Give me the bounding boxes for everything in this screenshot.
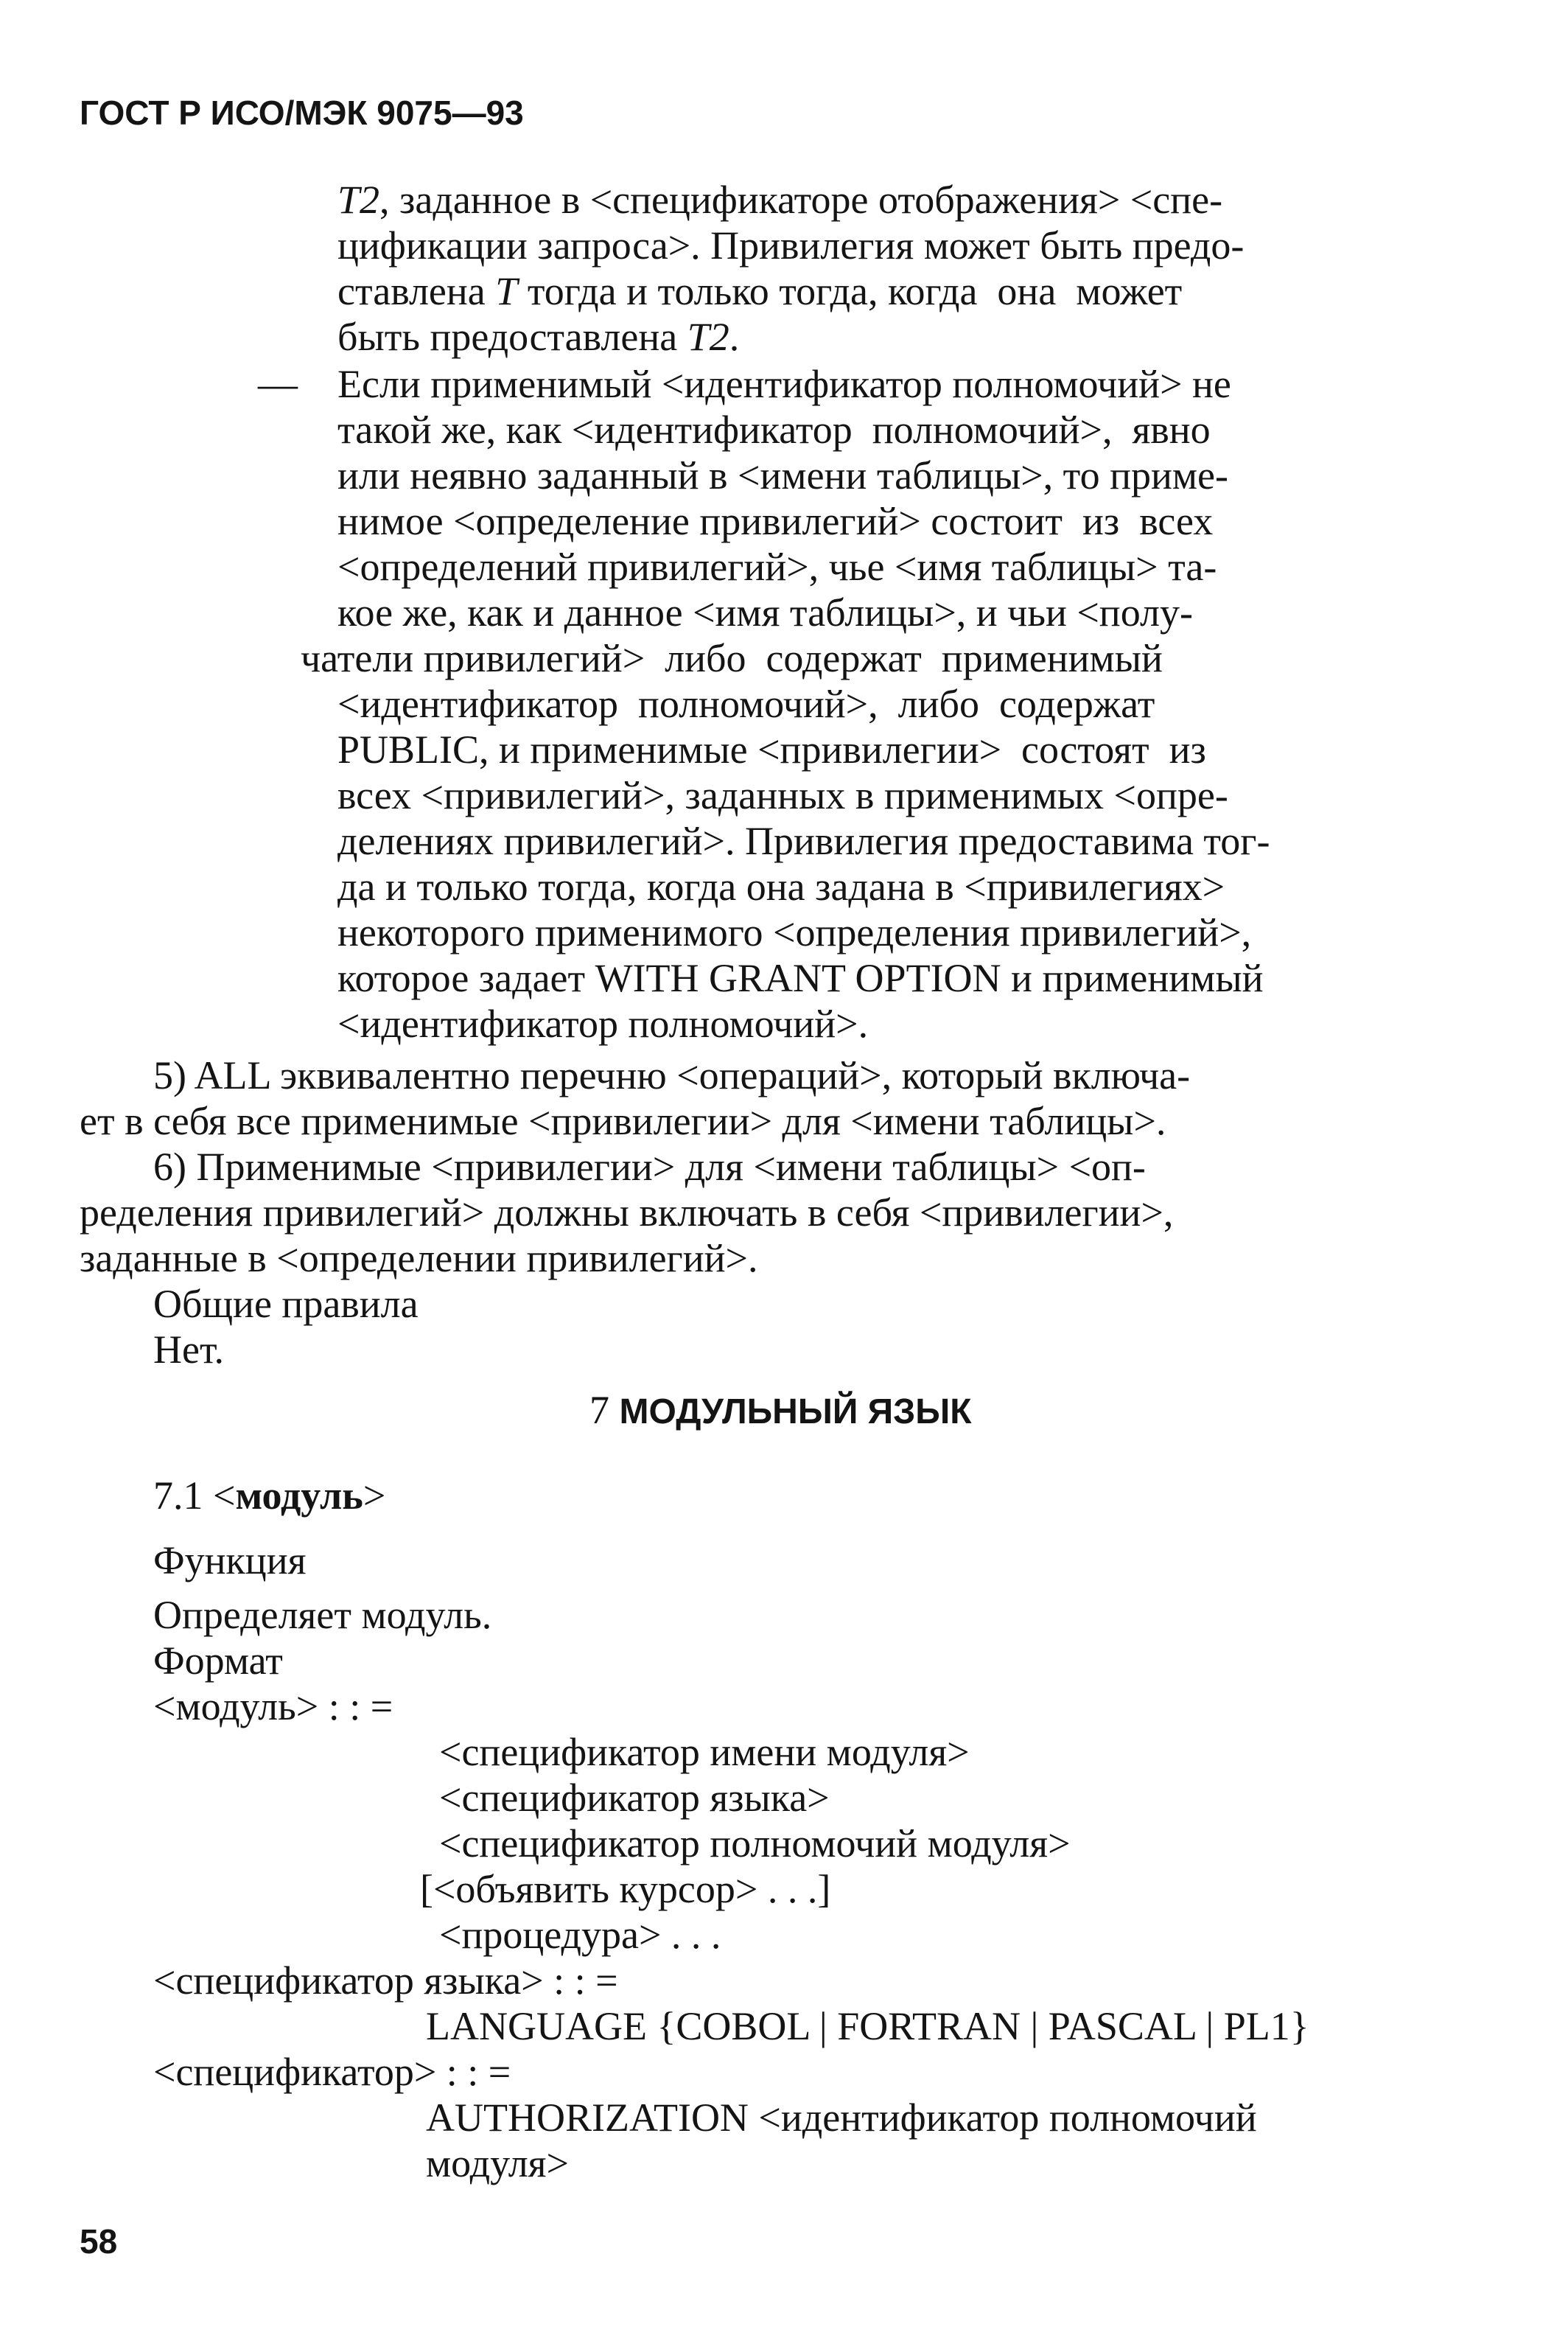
subsection-number: 7.1: [153, 1473, 203, 1518]
subsection-lt: <: [213, 1473, 236, 1518]
text-line: всех <привилегий>, заданных в применимых <опре-: [337, 773, 1228, 817]
section-heading: [589, 1387, 972, 1435]
text-line: ределения привилегий> должны включать в себя <привилегии>,: [80, 1190, 1174, 1235]
text-fragment: быть предоставлена: [337, 315, 687, 359]
text-line: <идентификатор полномочий>.: [337, 1002, 869, 1046]
text-fragment: .: [729, 315, 740, 359]
section-title: МОДУЛЬНЫЙ ЯЗЫК: [619, 1392, 972, 1431]
text-line: Нет.: [153, 1327, 225, 1372]
text-line: нимое <определение привилегий> состоит из всех: [337, 499, 1214, 543]
formula-variable: T: [495, 269, 518, 313]
formula-variable: T2: [687, 315, 729, 359]
list-dash: —: [258, 362, 298, 406]
grammar-line: LANGUAGE {COBOL | FORTRAN | PASCAL | PL1}: [426, 2004, 1309, 2048]
grammar-line: <спецификатор полномочий модуля>: [439, 1821, 1071, 1865]
grammar-line: <модуль> : : =: [153, 1684, 393, 1728]
text-line: ет в себя все применимые <привилегии> для <имени таблицы>.: [80, 1099, 1166, 1143]
grammar-line: <спецификатор имени модуля>: [439, 1730, 970, 1774]
text-line: цификации запроса>. Привилегия может быть предо-: [337, 223, 1245, 268]
text-line: <идентификатор полномочий>, либо содержат: [337, 682, 1155, 726]
document-header: ГОСТ Р ИСО/МЭК 9075—93: [80, 94, 524, 132]
text-line: или неявно заданный в <имени таблицы>, то приме-: [337, 453, 1228, 498]
function-label: Функция: [153, 1538, 307, 1582]
text-line: чатели привилегий> либо содержат применимый: [301, 636, 1163, 680]
text-line: 6) Применимые <привилегии> для <имени таблицы> <оп-: [153, 1145, 1146, 1189]
format-label: Формат: [153, 1638, 283, 1683]
text-line: 5) ALL эквивалентно перечню <операций>, который включа-: [153, 1053, 1191, 1097]
page-number: 58: [80, 2222, 118, 2261]
grammar-line: AUTHORIZATION <идентификатор полномочий: [426, 2095, 1257, 2140]
grammar-line: <процедура> . . .: [439, 1913, 721, 1957]
text-line: делениях привилегий>. Привилегия предоставима тог-: [337, 819, 1270, 863]
subsection-name: модуль: [235, 1473, 363, 1518]
text-line: Если применимый <идентификатор полномочий> не: [337, 362, 1231, 406]
subheading-general-rules: Общие правила: [153, 1282, 419, 1326]
text-line: [337, 177, 1222, 223]
text-fragment: , заданное в <спецификаторе отображения> <спе-: [379, 178, 1223, 222]
text-fragment: ставлена: [337, 269, 496, 313]
subsection-gt: >: [363, 1473, 386, 1518]
text-line: заданные в <определении привилегий>.: [80, 1236, 758, 1280]
section-number: 7: [589, 1388, 609, 1432]
text-line: которое задает WITH GRANT OPTION и применимый: [337, 956, 1264, 1000]
grammar-line: <спецификатор языка>: [439, 1776, 830, 1820]
text-line: некоторого применимого <определения привилегий>,: [337, 910, 1252, 954]
text-line: PUBLIC, и применимые <привилегии> состоят из: [337, 727, 1206, 772]
formula-variable: T2: [337, 178, 380, 222]
grammar-line: <спецификатор> : : =: [153, 2050, 511, 2094]
text-line: да и только тогда, когда она задана в <привилегиях>: [337, 865, 1225, 909]
text-line: такой же, как <идентификатор полномочий>, явно: [337, 408, 1211, 452]
subsection-heading: [153, 1473, 385, 1518]
text-line: <определений привилегий>, чье <имя таблицы> та-: [337, 545, 1217, 589]
grammar-line: <спецификатор языка> : : =: [153, 1958, 618, 2003]
text-line: кое же, как и данное <имя таблицы>, и чьи <полу-: [337, 590, 1193, 635]
function-text: Определяет модуль.: [153, 1593, 492, 1637]
text-line: [337, 314, 739, 360]
text-fragment: тогда и только тогда, когда она может: [517, 269, 1183, 313]
grammar-line: модуля>: [426, 2141, 569, 2185]
grammar-line: [<объявить курсор> . . .]: [420, 1867, 831, 1911]
text-line: [337, 268, 1182, 314]
